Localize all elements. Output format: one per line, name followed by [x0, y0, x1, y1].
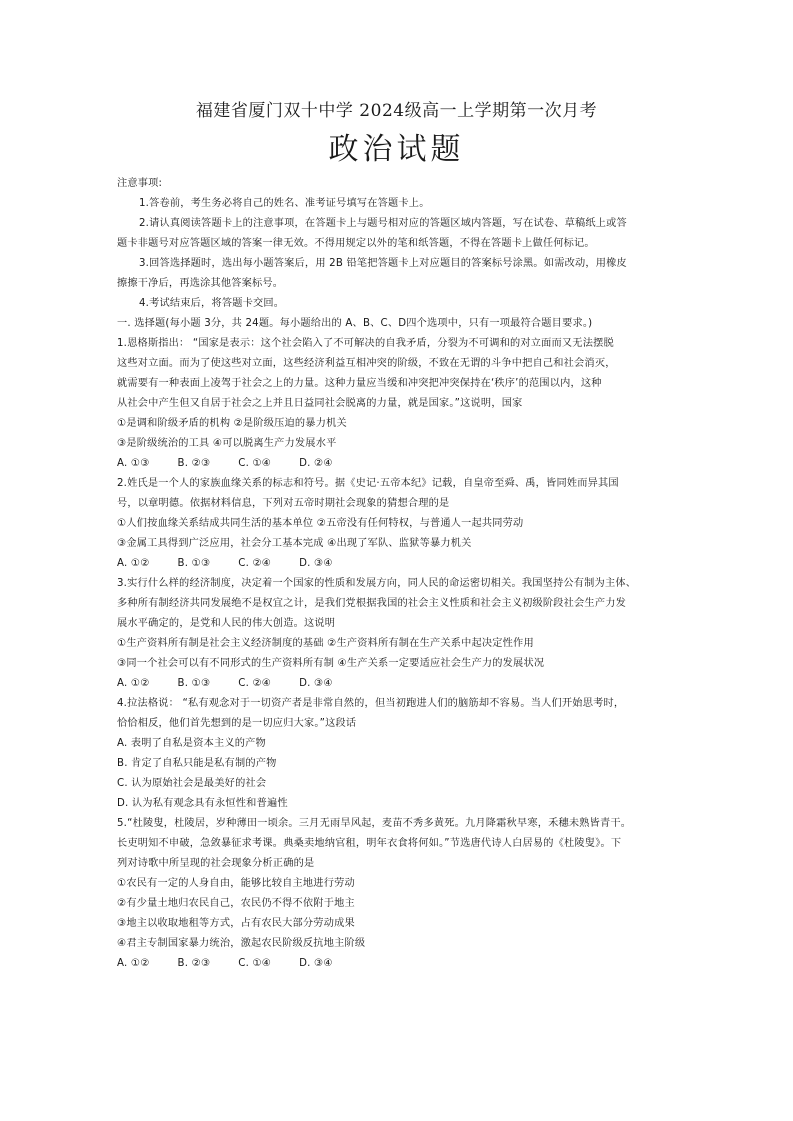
question-statement: ①人们按血缘关系结成共同生活的基本单位 ②五帝没有任何特权，与普通人一起共同劳动: [117, 518, 524, 529]
question-text: 号，以章明德。依据材料信息，下列对五帝时期社会现象的猜想合理的是: [117, 498, 450, 509]
question-2: [117, 474, 687, 574]
option-b: B. ②③: [177, 958, 211, 969]
question-4: [117, 694, 687, 814]
question-text: 从社会中产生但又自居于社会之上并且日益同社会脱离的力量，就是国家。”这说明，国家: [117, 398, 523, 409]
school-title: 福建省厦门双十中学 2024级高一上学期第一次月考: [195, 101, 598, 121]
question-text: 4.拉法格说： “私有观念对于一切资产者是非常自然的，但当初跑进人们的脑筋却不容易。当人们开始思考时，: [117, 698, 625, 709]
question-statement: ①生产资料所有制是社会主义经济制度的基础 ②生产资料所有制在生产关系中起决定性作用: [117, 638, 534, 649]
question-statement: ①是调和阶级矛盾的机构 ②是阶级压迫的暴力机关: [117, 418, 347, 429]
option-d: D. ②④: [299, 458, 333, 469]
question-text: 多种所有制经济共同发展绝不是权宜之计，是我们党根据我国的社会主义性质和社会主义初级阶段社会生产力发: [117, 598, 626, 609]
subject-title: 政治试题: [328, 132, 465, 167]
option-c: C. ①④: [238, 458, 272, 469]
option-b: B. ①③: [177, 678, 211, 689]
option-a: A. ①②: [117, 558, 150, 569]
notice-item: 题卡非题号对应答题区域的答案一律无效。不得用规定以外的笔和纸答题，不得在答题卡上做任何标记。: [117, 238, 595, 249]
option-d: D. ③④: [299, 958, 333, 969]
question-statement: ②有少量土地归农民自己，农民仍不得不依附于地主: [117, 898, 355, 909]
question-statement: ③地主以收取地租等方式，占有农民大部分劳动成果: [117, 918, 355, 929]
option-c: C. ①④: [238, 958, 272, 969]
question-statement: ①农民有一定的人身自由，能够比较自主地进行劳动: [117, 878, 355, 889]
option-d: D. ③④: [299, 558, 333, 569]
question-text: 长吏明知不申破，急敛暴征求考课。典桑卖地纳官租，明年衣食将何如。”节选唐代诗人白居易的《杜陵叟》。下: [117, 838, 622, 849]
question-statement: ③同一个社会可以有不同形式的生产资料所有制 ④生产关系一定要适应社会生产力的发展状况: [117, 658, 545, 669]
notice-item: 擦擦干净后，再选涂其他答案标号。: [117, 278, 284, 289]
question-text: 展水平确定的，是党和人民的伟大创造。这说明: [117, 618, 336, 629]
question-text: 列对诗歌中所呈现的社会现象分析正确的是: [117, 858, 315, 869]
notice-item: 2.请认真阅读答题卡上的注意事项，在答题卡上与题号相对应的答题区域内答题，写在试卷、草稿纸上或答: [139, 218, 627, 229]
notice-item: 3.回答选择题时，选出每小题答案后，用 2B 铅笔把答题卡上对应题目的答案标号涂黑。如需改动，用橡皮: [139, 258, 627, 269]
notice-title: 注意事项:: [117, 178, 163, 189]
question-text: 就需要有一种表面上凌驾于社会之上的力量。这种力量应当缓和冲突把冲突保持在‘秩序’的范围以内，这种: [117, 378, 602, 389]
section-title: 一. 选择题(每小题 3分，共 24题。每小题给出的 A、B、C、D四个选项中，只有一项最符合题目要求。): [117, 318, 593, 329]
answer-options: [117, 554, 687, 574]
option-c: C. ②④: [238, 558, 272, 569]
notice-item: 1.答卷前，考生务必将自己的姓名、准考证号填写在答题卡上。: [139, 198, 430, 209]
option-a: A. 表明了自私是资本主义的产物: [117, 738, 266, 749]
question-5: [117, 814, 687, 974]
question-text: 1.恩格斯指出： “国家是表示：这个社会陷入了不可解决的自我矛盾，分裂为不可调和的对立面而又无法摆脱: [117, 338, 614, 349]
question-text: 2.姓氏是一个人的家族血缘关系的标志和符号。据《史记·五帝本纪》记载，自皇帝至舜、禹，皆同姓而异其国: [117, 478, 619, 489]
question-text: 恰恰相反，他们首先想到的是一切应归大家。”这段话: [117, 718, 357, 729]
question-statement: ③金属工具得到广泛应用，社会分工基本完成 ④出现了军队、监狱等暴力机关: [117, 538, 472, 549]
answer-options: [117, 954, 687, 974]
notice-item: 4.考试结束后，将答题卡交回。: [139, 298, 285, 309]
question-statement: ④君主专制国家暴力统治，激起农民阶级反抗地主阶级: [117, 938, 366, 949]
answer-options: [117, 454, 687, 474]
question-text: 这些对立面。而为了使这些对立面，这些经济利益互相冲突的阶级，不致在无谓的斗争中把自己和社会消灭，: [117, 358, 616, 369]
answer-options: [117, 674, 687, 694]
option-b: B. 肯定了自私只能是私有制的产物: [117, 758, 277, 769]
question-1: [117, 334, 687, 474]
exam-content: [117, 174, 687, 974]
option-b: B. ①③: [177, 558, 211, 569]
question-text: 5.“杜陵叟，杜陵居，岁种薄田一顷余。三月无雨旱风起，麦苗不秀多黄死。九月降霜秋早寒，禾穗未熟皆青干。: [117, 818, 632, 829]
question-3: [117, 574, 687, 694]
option-c: C. ②④: [238, 678, 272, 689]
option-c: C. 认为原始社会是最美好的社会: [117, 778, 267, 789]
question-statement: ③是阶级统治的工具 ④可以脱离生产力发展水平: [117, 438, 337, 449]
option-b: B. ②③: [177, 458, 211, 469]
question-text: 3.实行什么样的经济制度，决定着一个国家的性质和发展方向，同人民的命运密切相关。我国坚持公有制为主体、: [117, 578, 637, 589]
option-a: A. ①③: [117, 458, 150, 469]
option-a: A. ①②: [117, 958, 150, 969]
option-d: D. 认为私有观念具有永恒性和普遍性: [117, 798, 288, 809]
option-d: D. ③④: [299, 678, 333, 689]
option-a: A. ①②: [117, 678, 150, 689]
